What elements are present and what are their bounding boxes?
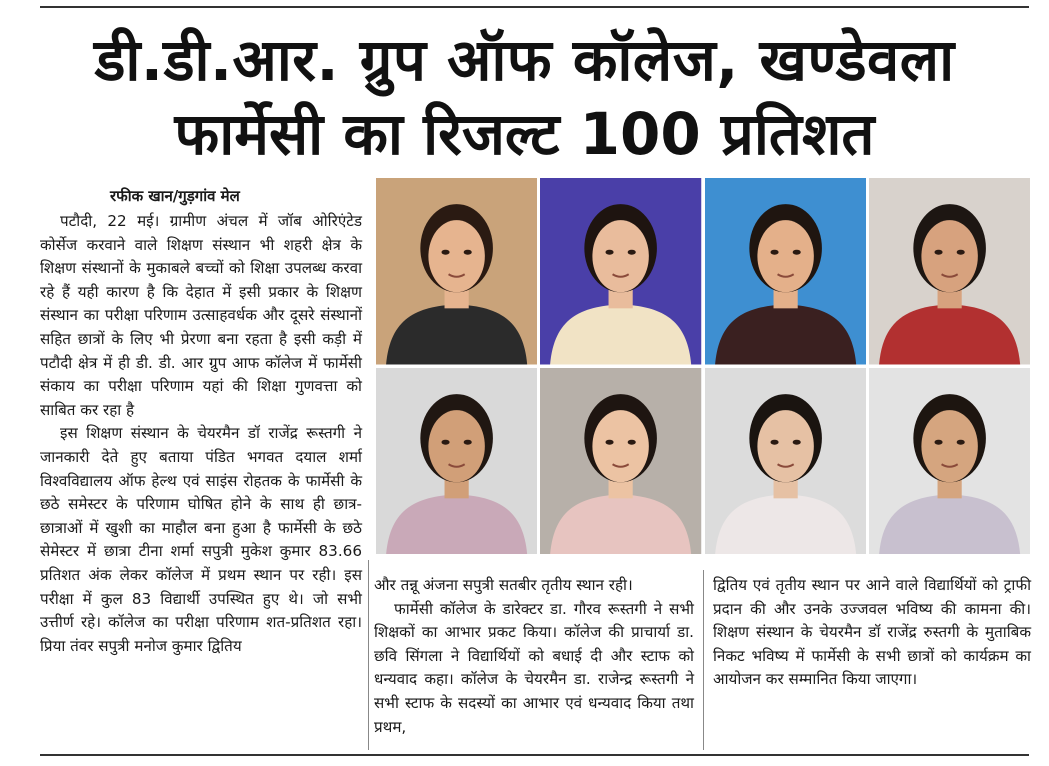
paragraph: पटौदी, 22 मई। ग्रामीण अंचल में जॉब ओरिएंटेड कोर्सेज करवाने वाले शिक्षण संस्थान भी शहरी क्षेत्र के शिक्षण संस्थानों के मुकाबले बच्चों को शिक्षा उपलब्ध करवा रहे हैं यही कारण है कि देहात में इसी प्रकार के शिक्षण संस्थान का परीक्षा परिणाम उत्साहवर्धक और दूसरे संस्थानों सहित छात्रों के लिए भी प्रेरणा बना रहता है इसी कड़ी में पटौदी क्षेत्र में ही डी. डी. आर ग्रुप आफ कॉलेज में फार्मेसी संकाय का परीक्षा परिणाम यहां की शिक्षा गुणवत्ता को साबित कर रहा है: [40, 212, 362, 419]
paragraph: फार्मेसी कॉलेज के डारेक्टर डा. गौरव रूस्तगी ने सभी शिक्षकों का आभार प्रकट किया। कॉलेज की प्राचार्या डा. छवि सिंगला ने विद्यार्थियों को बधाई दी और स्टाफ को धन्यवाद कहा। कॉलेज के चेयरमैन डा. राजेन्द्र रूस्तगी ने सभी स्टाफ के सदस्यों का आभार एवं धन्यवाद किया तथा प्रथम,: [374, 599, 694, 736]
top-rule: [40, 6, 1029, 8]
student-photo-3: [705, 178, 866, 365]
headline-line-2: फार्मेसी का रिजल्ट 100 प्रतिशत: [174, 100, 875, 168]
student-photo-2: [540, 178, 701, 365]
student-photo-8: [869, 368, 1030, 555]
paragraph: इस शिक्षण संस्थान के चेयरमैन डॉ राजेंद्र रूस्तगी ने जानकारी देते हुए बताया पंडित भगवत दयाल शर्मा विश्वविद्यालय ऑफ हेल्थ एवं साइंस रोहतक के फार्मेसी के छठे समेस्टर के परिणाम घोषित होने के साथ ही छात्र-छात्राओं में खुशी का माहौल बना हुआ है फार्मेसी के छठे सेमेस्टर में छात्रा टीना शर्मा सपुत्री मुकेश कुमार 83.66 प्रतिशत अंक लेकर कॉलेज में प्रथम स्थान पर रही। इस परीक्षा में कुल 83 विद्यार्थी उपस्थित हुए थे। जो सभी उत्तीर्ण रहे। कॉलेज का परीक्षा परिणाम शत-प्रतिशत रहा। प्रिया तंवर सपुत्री मनोज कुमार द्वितिय: [40, 424, 362, 655]
headline-line-1: डी.डी.आर. ग्रुप ऑफ कॉलेज, खण्डेवला: [94, 26, 955, 94]
student-photo-4: [869, 178, 1030, 365]
student-photo-6: [540, 368, 701, 555]
byline: रफीक खान/गुड़गांव मेल: [110, 187, 240, 205]
paragraph: और तन्नू अंजना सपुत्री सतबीर तृतीय स्थान रही।: [374, 576, 633, 594]
article-column-2: [374, 574, 694, 739]
column-divider: [368, 560, 369, 750]
column-divider: [703, 570, 704, 750]
student-photo-grid: [376, 178, 1030, 554]
article-column-1: [40, 210, 362, 658]
student-photo-1: [376, 178, 537, 365]
paragraph: द्वितिय एवं तृतीय स्थान पर आने वाले विद्यार्थियों को ट्राफी प्रदान की और उनके उज्जवल भविष्य की कामना की। शिक्षण संस्थान के चेयरमैन डॉ राजेंद्र रुस्तगी के मुताबिक निकट भविष्य में फार्मेसी के सभी छात्रों को कार्यक्रम का आयोजन कर सम्मानित किया जाएगा।: [713, 576, 1031, 689]
article-column-3: [713, 574, 1031, 692]
bottom-rule: [40, 754, 1029, 756]
student-photo-7: [705, 368, 866, 555]
headline: [0, 24, 1049, 170]
student-photo-5: [376, 368, 537, 555]
